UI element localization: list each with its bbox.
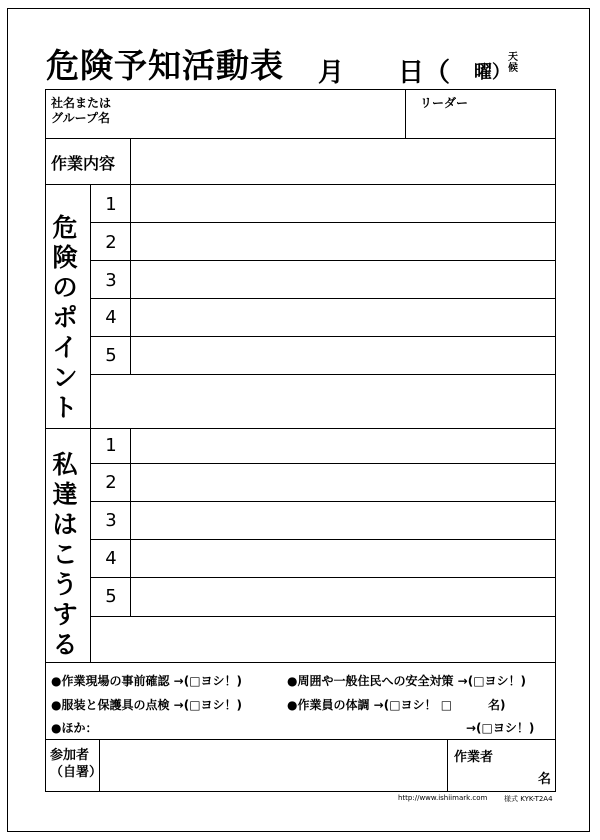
- action-char: は: [52, 510, 78, 539]
- action-char: す: [52, 600, 78, 629]
- hazard-row-field[interactable]: [136, 190, 550, 218]
- hazard-char: ン: [52, 363, 78, 392]
- row-divider: [90, 463, 556, 464]
- hazard-char: 険: [52, 243, 78, 272]
- other-label: ●ほか：: [51, 721, 98, 735]
- hazard-row-field[interactable]: [136, 303, 550, 331]
- work-content-label: 作業内容: [51, 154, 116, 173]
- participants-label: [50, 747, 102, 781]
- participants-label-2: （自署）: [50, 765, 103, 780]
- row-divider: [90, 222, 556, 223]
- row-divider: [45, 739, 556, 740]
- site-check-item[interactable]: ●作業現場の事前確認 →(□ヨシ！): [51, 674, 243, 688]
- section-divider-horizontal: [45, 662, 556, 663]
- action-row-field[interactable]: [136, 468, 550, 496]
- work-divider: [130, 138, 131, 184]
- hazard-row-number: 2: [105, 232, 117, 253]
- action-row-number: 4: [105, 548, 117, 569]
- form-code: 様式 KYK-T2A4: [504, 795, 553, 803]
- weather-label: [508, 52, 518, 74]
- work-content-field[interactable]: [136, 144, 550, 178]
- row-divider: [45, 184, 556, 185]
- action-char: 達: [52, 480, 78, 509]
- hazard-char: イ: [52, 333, 78, 362]
- leader-field[interactable]: [410, 112, 550, 134]
- action-row-number: 2: [105, 472, 117, 493]
- row-divider: [90, 577, 556, 578]
- action-row-number: 5: [105, 586, 117, 607]
- form-title: 危険予知活動表: [46, 46, 284, 85]
- participants-signature-field[interactable]: [105, 745, 440, 787]
- hazard-char: ト: [52, 393, 78, 422]
- weekday-label: 曜）: [474, 62, 510, 83]
- participants-label-1: 参加者: [50, 748, 90, 763]
- company-label-1: 社名または: [51, 96, 112, 110]
- action-char: る: [52, 630, 78, 659]
- row-divider: [90, 501, 556, 502]
- hazard-char: の: [52, 273, 78, 302]
- hazard-row-number: 4: [105, 307, 117, 328]
- action-row-number: 1: [105, 435, 117, 456]
- action-row-field[interactable]: [136, 582, 550, 610]
- equipment-check-item[interactable]: ●服装と保護具の点検 →(□ヨシ！): [51, 698, 243, 712]
- hazard-row-number: 1: [105, 194, 117, 215]
- hazard-row-number: 5: [105, 345, 117, 366]
- month-label: 月: [318, 58, 345, 88]
- worker-count-unit: 名: [538, 772, 552, 787]
- row-divider: [90, 374, 556, 375]
- weather-label-2: 候: [508, 63, 518, 74]
- other-check-item[interactable]: →(□ヨシ！): [466, 721, 535, 735]
- worker-count-label: 作業者: [454, 750, 494, 765]
- worker-count-divider: [447, 739, 448, 792]
- company-label: [51, 96, 111, 126]
- action-label: [45, 450, 85, 660]
- row-divider: [90, 336, 556, 337]
- company-label-2: グループ名: [51, 111, 111, 125]
- action-char: こ: [52, 540, 78, 569]
- row-divider: [45, 138, 556, 139]
- action-row-field[interactable]: [136, 432, 550, 458]
- row-divider: [90, 616, 556, 617]
- company-field[interactable]: [130, 96, 400, 132]
- hazard-row-field[interactable]: [136, 266, 550, 294]
- action-char: 私: [52, 450, 78, 479]
- leader-label: リーダー: [420, 96, 469, 110]
- row-divider: [90, 539, 556, 540]
- row-divider: [90, 260, 556, 261]
- hazard-char: ポ: [52, 303, 78, 332]
- leader-divider: [405, 89, 406, 138]
- action-row-field[interactable]: [136, 544, 550, 572]
- row-divider: [90, 298, 556, 299]
- hazard-row-number: 3: [105, 270, 117, 291]
- worker-condition-item[interactable]: ●作業員の体調 →(□ヨシ！ □ 名): [287, 698, 506, 712]
- hazard-row-field[interactable]: [136, 341, 550, 369]
- hazard-char: 危: [52, 213, 78, 242]
- action-row-field[interactable]: [136, 506, 550, 534]
- action-row-number: 3: [105, 510, 117, 531]
- public-safety-item[interactable]: ●周囲や一般住民への安全対策 →(□ヨシ！): [287, 674, 527, 688]
- footer-url[interactable]: http://www.ishiimark.com: [398, 794, 488, 802]
- hazard-points-label: [45, 213, 85, 423]
- action-char: う: [52, 570, 78, 599]
- participants-divider: [99, 739, 100, 792]
- day-label: 日（: [398, 58, 451, 88]
- weather-label-1: 天: [508, 52, 518, 63]
- hazard-row-field[interactable]: [136, 228, 550, 256]
